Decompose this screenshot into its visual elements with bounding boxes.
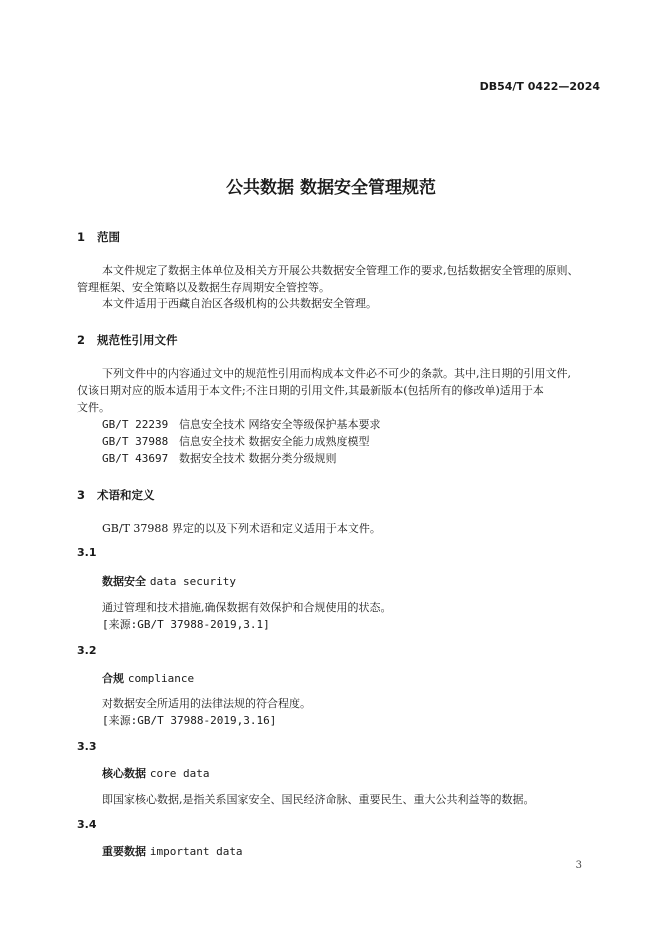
scope-paragraph-line: 本文件规定了数据主体单位及相关方开展公共数据安全管理工作的要求,包括数据安全管理的原则、: [102, 264, 579, 277]
term-zh: 数据安全: [102, 575, 146, 588]
reference-code: GB/T 22239: [102, 418, 169, 431]
terms-intro: GB/T 37988 界定的以及下列术语和定义适用于本文件。: [102, 522, 381, 535]
section-heading-scope: [77, 229, 120, 245]
scope-applicability-paragraph: 本文件适用于西藏自治区各级机构的公共数据安全管理。: [102, 297, 377, 310]
references-intro-line: 文件。: [77, 401, 110, 414]
reference-name: 数据安全技术 数据分类分级规则: [179, 452, 337, 465]
document-title: 公共数据 数据安全管理规范: [226, 178, 436, 198]
section-number: 3: [77, 488, 86, 502]
section-heading-normative-references: [77, 332, 178, 348]
reference-name: 信息安全技术 数据安全能力成熟度模型: [179, 435, 370, 448]
term-en: compliance: [127, 672, 195, 685]
term-heading: [102, 843, 243, 859]
reference-item: [102, 416, 381, 433]
section-number: 2: [77, 333, 86, 347]
reference-item: [102, 450, 337, 467]
term-heading: [102, 573, 236, 589]
term-definition: 对数据安全所适用的法律法规的符合程度。: [102, 697, 311, 710]
term-en: data security: [149, 575, 236, 588]
references-intro-line: 下列文件中的内容通过文中的规范性引用而构成本文件必不可少的条款。其中,注日期的引用文件,: [102, 367, 571, 380]
term-number: 3.1: [77, 546, 97, 559]
reference-code: GB/T 37988: [102, 435, 169, 448]
term-en: important data: [149, 845, 243, 858]
term-heading: [102, 670, 194, 686]
section-title: 范围: [97, 230, 120, 244]
term-definition: 即国家核心数据,是指关系国家安全、国民经济命脉、重要民生、重大公共利益等的数据。: [102, 793, 535, 806]
term-source: [来源:GB/T 37988-2019,3.1]: [102, 618, 270, 631]
term-en: core data: [149, 767, 210, 780]
reference-item: [102, 433, 370, 450]
page-number: 3: [575, 860, 582, 871]
references-intro-line: 仅该日期对应的版本适用于本文件;不注日期的引用文件,其最新版本(包括所有的修改单)适用于本: [77, 384, 544, 397]
term-zh: 核心数据: [102, 767, 146, 780]
term-heading: [102, 765, 209, 781]
section-title: 术语和定义: [97, 488, 155, 502]
term-definition: 通过管理和技术措施,确保数据有效保护和合规使用的状态。: [102, 601, 392, 614]
section-number: 1: [77, 230, 86, 244]
term-number: 3.2: [77, 644, 97, 657]
reference-name: 信息安全技术 网络安全等级保护基本要求: [179, 418, 381, 431]
reference-code: GB/T 43697: [102, 452, 169, 465]
section-heading-terms: [77, 487, 155, 503]
term-zh: 重要数据: [102, 845, 146, 858]
standard-code: DB54/T 0422—2024: [479, 80, 600, 93]
term-number: 3.3: [77, 740, 97, 753]
term-number: 3.4: [77, 818, 97, 831]
section-title: 规范性引用文件: [97, 333, 178, 347]
scope-paragraph-line: 管理框架、安全策略以及数据生存周期安全管控等。: [77, 281, 330, 294]
term-source: [来源:GB/T 37988-2019,3.16]: [102, 714, 277, 727]
term-zh: 合规: [102, 672, 124, 685]
